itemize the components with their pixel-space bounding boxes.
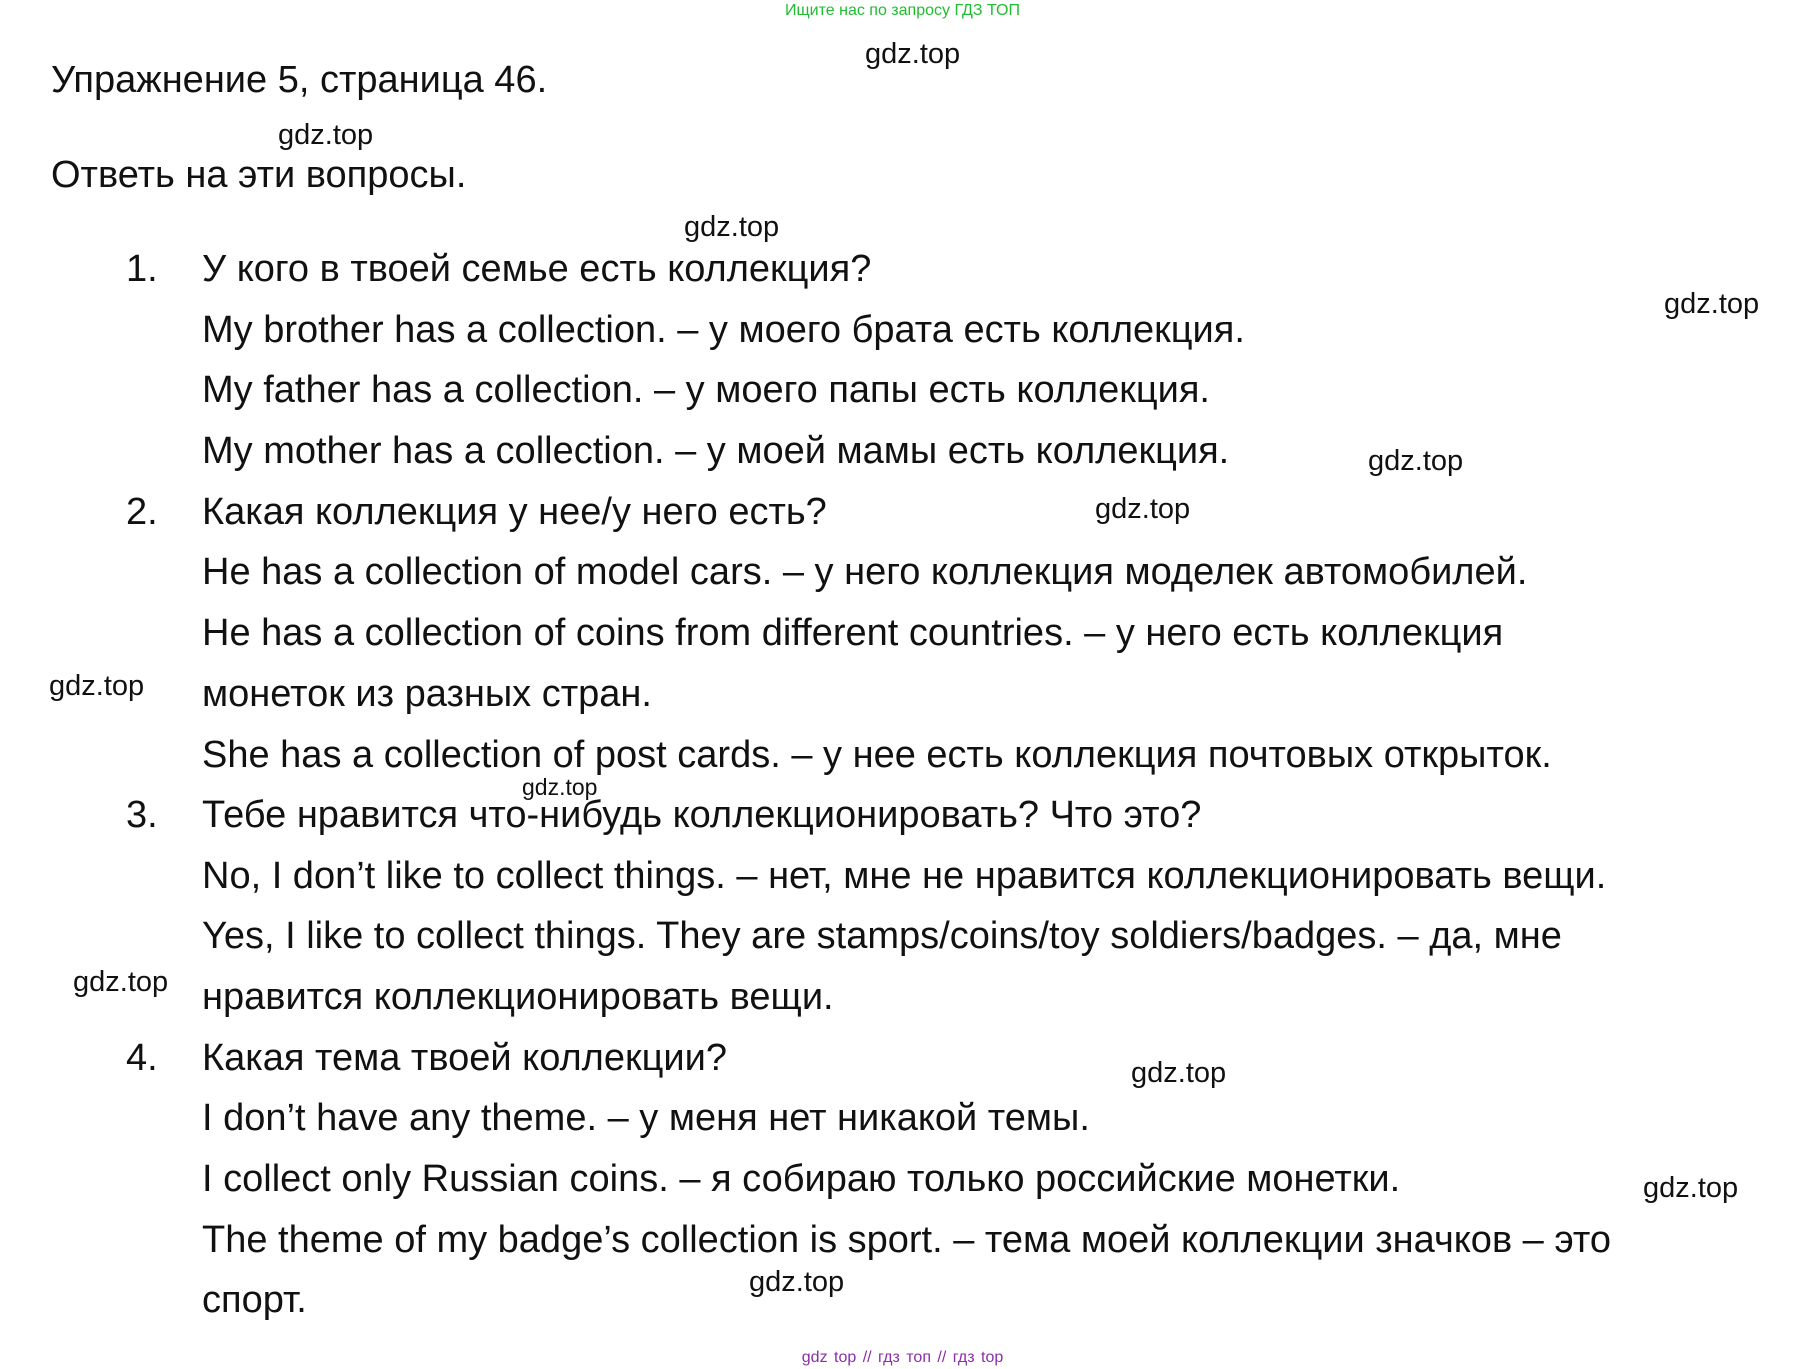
question-2-number: 2.: [126, 491, 158, 533]
answer-2-line-1: He has a collection of model cars. – у него коллекция моделек автомобилей.: [202, 551, 1528, 593]
watermark: gdz.top: [749, 1266, 845, 1298]
question-1-number: 1.: [126, 248, 158, 290]
answer-4-line-3: The theme of my badge’s collection is sport. – тема моей коллекции значков – это: [202, 1219, 1612, 1261]
watermark: gdz.top: [684, 211, 780, 243]
question-3-number: 3.: [126, 794, 158, 836]
answer-2-line-2: He has a collection of coins from different countries. – у него есть коллекция: [202, 612, 1504, 654]
watermark: gdz.top: [1368, 445, 1464, 477]
watermark: gdz.top: [865, 38, 961, 70]
answer-2-line-3: монеток из разных стран.: [202, 673, 652, 715]
answer-3-line-2: Yes, I like to collect things. They are stamps/coins/toy soldiers/badges. – да, мне: [202, 915, 1562, 957]
watermark: gdz.top: [1095, 493, 1191, 525]
question-2-text: Какая коллекция у нее/у него есть?: [202, 491, 827, 533]
question-1-text: У кого в твоей семье есть коллекция?: [202, 248, 872, 290]
watermark: gdz.top: [49, 670, 145, 702]
bottom-banner: gdz top // гдз топ // гдз top: [801, 1349, 1004, 1366]
answer-4-line-2: I collect only Russian coins. – я собираю только российские монетки.: [202, 1158, 1401, 1200]
answer-2-line-4: She has a collection of post cards. – у нее есть коллекция почтовых открыток.: [202, 734, 1552, 776]
answer-3-line-3: нравится коллекционировать вещи.: [202, 976, 834, 1018]
top-banner: Ищите нас по запросу ГДЗ ТОП: [785, 2, 1020, 19]
watermark: gdz.top: [73, 966, 169, 998]
answer-1-line-3: My mother has a collection. – у моей мамы есть коллекция.: [202, 430, 1230, 472]
exercise-title: Упражнение 5, страница 46.: [51, 59, 548, 101]
question-3-text: Тебе нравится что-нибудь коллекционировать? Что это?: [202, 794, 1202, 836]
watermark: gdz.top: [1131, 1057, 1227, 1089]
question-4-text: Какая тема твоей коллекции?: [202, 1037, 727, 1079]
question-4-number: 4.: [126, 1037, 158, 1079]
answer-1-line-2: My father has a collection. – у моего папы есть коллекция.: [202, 369, 1210, 411]
answer-4-line-1: I don’t have any theme. – у меня нет никакой темы.: [202, 1097, 1090, 1139]
answer-3-line-1: No, I don’t like to collect things. – нет, мне не нравится коллекционировать вещи.: [202, 855, 1607, 897]
watermark: gdz.top: [1643, 1172, 1739, 1204]
answer-4-line-4: спорт.: [202, 1279, 307, 1321]
watermark: gdz.top: [278, 119, 374, 151]
instruction-text: Ответь на эти вопросы.: [51, 154, 467, 196]
watermark: gdz.top: [522, 774, 598, 800]
answer-1-line-1: My brother has a collection. – у моего брата есть коллекция.: [202, 309, 1245, 351]
watermark: gdz.top: [1664, 288, 1760, 320]
